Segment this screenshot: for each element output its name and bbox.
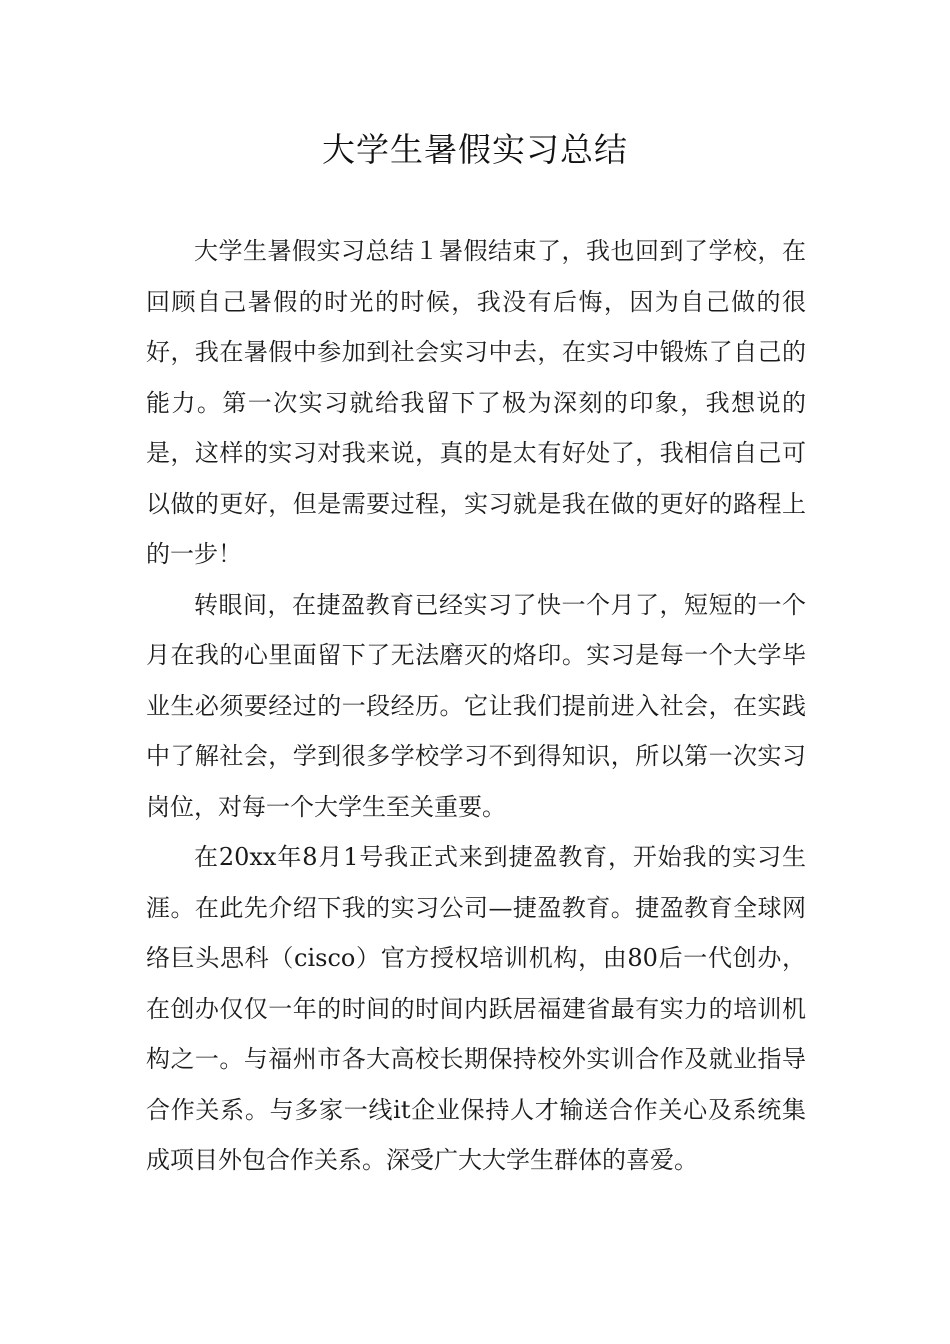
document-body	[146, 226, 806, 1186]
paragraph-2: 转眼间，在捷盈教育已经实习了快一个月了，短短的一个月在我的心里面留下了无法磨灭的烙印。实习是每一个大学毕业生必须要经过的一段经历。它让我们提前进入社会，在实践中了解社会，学到很多学校学习不到得知识，所以第一次实习岗位，对每一个大学生至关重要。	[146, 590, 806, 821]
paragraph-1: 大学生暑假实习总结１暑假结束了，我也回到了学校，在回顾自己暑假的时光的时候，我没有后悔，因为自己做的很好，我在暑假中参加到社会实习中去，在实习中锻炼了自己的能力。第一次实习就给我留下了极为深刻的印象，我想说的是，这样的实习对我来说，真的是太有好处了，我相信自己可以做的更好，但是需要过程，实习就是我在做的更好的路程上的一步！	[146, 237, 806, 568]
document-title: 大学生暑假实习总结	[322, 130, 628, 169]
paragraph-3: 在20xx年8月1号我正式来到捷盈教育，开始我的实习生涯。在此先介绍下我的实习公司—捷盈教育。捷盈教育全球网络巨头思科（cisco）官方授权培训机构，由80后一代创办，在创办仅仅一年的时间的时间内跃居福建省最有实力的培训机构之一。与福州市各大高校长期保持校外实训合作及就业指导合作关系。与多家一线it企业保持人才输送合作关心及系统集成项目外包合作关系。深受广大大学生群体的喜爱。	[146, 843, 806, 1174]
